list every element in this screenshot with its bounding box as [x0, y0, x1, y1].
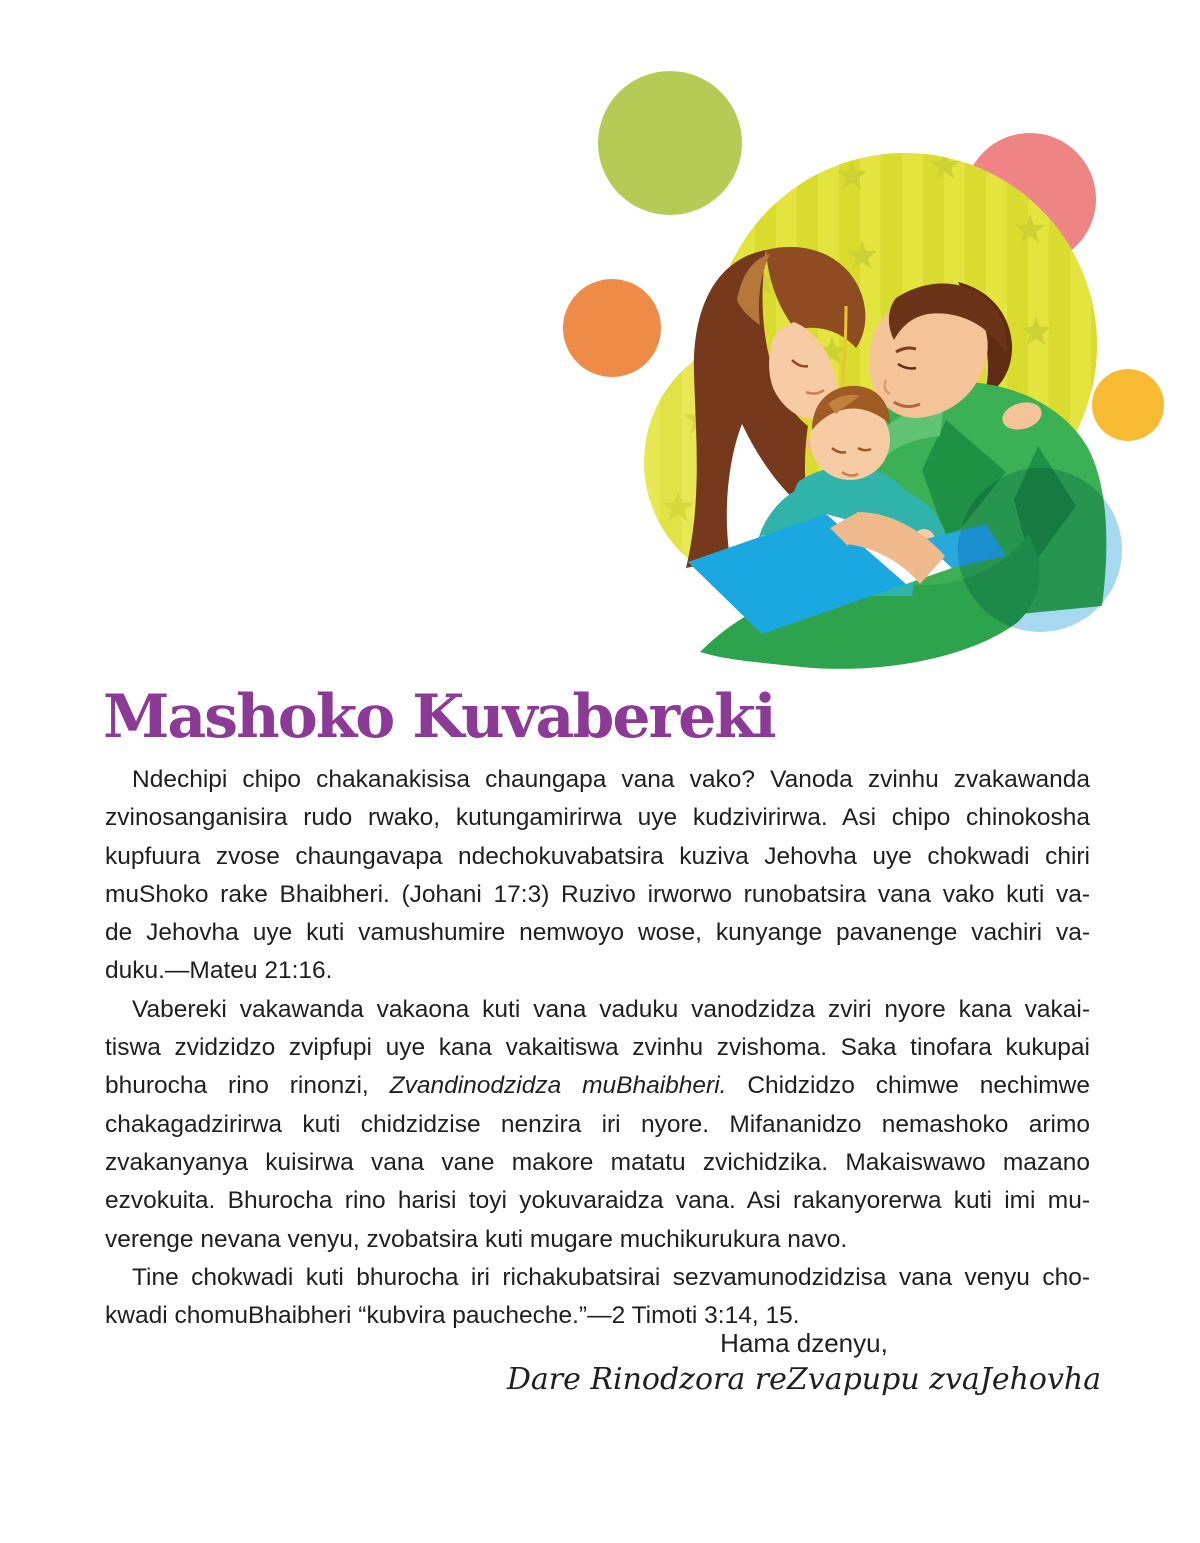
- family-reading-illustration: [0, 0, 1200, 700]
- paragraph-1-line: de Jehovha uye kuti vamushumire nemwoyo wose, kunyange pavanenge vachiri va-: [105, 919, 1090, 947]
- paragraph-2-line: chakagadzirirwa kuti chidzidzise nenzira iri nyore. Mifananidzo nemashoko arimo: [105, 1110, 1090, 1138]
- paragraph-1-line: kupfuura zvose chaungavapa ndechokuvabatsira kuziva Jehovha uye chokwadi chiri: [105, 842, 1090, 870]
- body-text: [105, 761, 1090, 1335]
- decor-circle-yellow: [1092, 369, 1164, 441]
- closing-signature: Dare Rinodzora reZvapupu zvaJehovha: [506, 1362, 1102, 1397]
- decor-circle-blue: [958, 468, 1122, 632]
- paragraph-3-line: Tine chokwadi kuti bhurocha iri richakubatsirai sezvamunodzidzisa vana venyu cho-: [132, 1263, 1090, 1291]
- paragraph-1-line: duku.—Mateu 21:16.: [105, 957, 333, 985]
- text-segment: bhurocha rino rinonzi,: [105, 1072, 390, 1100]
- paragraph-2-line: [105, 1067, 1090, 1105]
- page-title: Mashoko Kuvabereki: [103, 682, 775, 752]
- paragraph-1-line: muShoko rake Bhaibheri. (Johani 17:3) Ruzivo irworwo runobatsira vana vako kuti va-: [105, 880, 1090, 908]
- booklet-title-italic: Zvandinodzidza muBhaibheri.: [389, 1072, 727, 1100]
- paragraph-2-line: zvakanyanya kuisirwa vana vane makore matatu zvichidzika. Makaiswawo mazano: [105, 1148, 1090, 1176]
- paragraph-2-line: verenge nevana venyu, zvobatsira kuti mugare muchikurukura navo.: [105, 1225, 848, 1253]
- paragraph-1-line: Ndechipi chipo chakanakisisa chaungapa vana vako? Vanoda zvinhu zvakawanda: [132, 766, 1090, 793]
- closing-salutation: Hama dzenyu,: [720, 1328, 888, 1358]
- decor-circle-orange: [563, 279, 661, 377]
- text-segment: Chidzidzo chimwe nechimwe: [726, 1072, 1090, 1100]
- paragraph-2-line: Vabereki vakawanda vakaona kuti vana vaduku vanodzidza zviri nyore kana vakai-: [132, 995, 1090, 1023]
- paragraph-2-line: ezvokuita. Bhurocha rino harisi toyi yokuvaraidza vana. Asi rakanyorerwa kuti imi mu-: [105, 1187, 1090, 1215]
- decor-circle-lime: [598, 71, 742, 215]
- paragraph-3-line: kwadi chomuBhaibheri “kubvira paucheche.”—2 Timoti 3:14, 15.: [105, 1302, 800, 1330]
- paragraph-1-line: zvinosanganisira rudo rwako, kutungamirirwa uye kudzivirirwa. Asi chipo chinokosha: [105, 804, 1090, 832]
- paragraph-2-line: tiswa zvidzidzo zvipfupi uye kana vakaitiswa zvinhu zvishoma. Saka tinofara kukupai: [105, 1034, 1090, 1062]
